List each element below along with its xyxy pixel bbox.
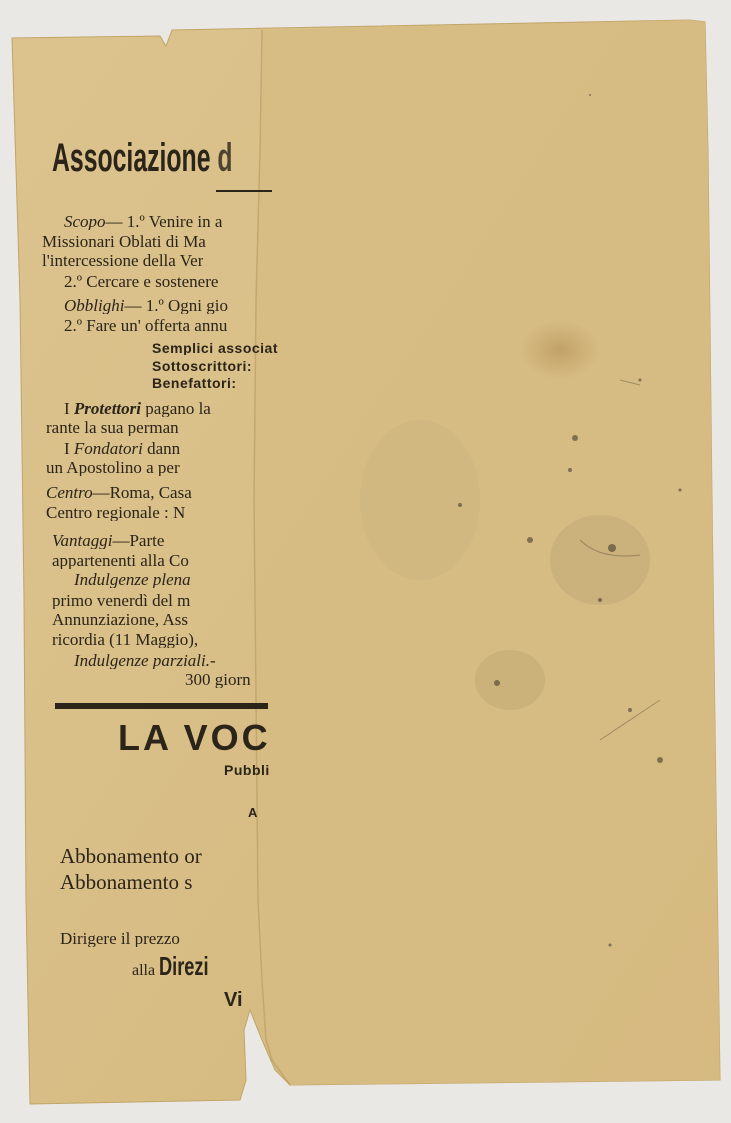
- obblighi-text-1: — 1.º Ogni gio: [124, 297, 228, 314]
- voce-title: LA VOC: [118, 720, 271, 756]
- vantaggi-line-3: primo venerdì del m: [52, 592, 191, 609]
- obblighi-line-2: 2.º Fare un' offerta annu: [64, 317, 228, 334]
- protettori-pre: I: [64, 400, 70, 417]
- association-title-fragment: d: [217, 138, 233, 178]
- category-sottoscrittori: Sottoscrittori:: [152, 359, 253, 373]
- fondatori-pre: I: [64, 440, 70, 457]
- fondatori-label: Fondatori: [73, 440, 143, 457]
- vantaggi-text-1: —Parte: [112, 532, 165, 549]
- scopo-line-4: 2.º Cercare e sostenere: [64, 273, 219, 290]
- scopo-line-1: [64, 213, 222, 230]
- obblighi-label: Obblighi: [64, 297, 125, 314]
- dirigere-direzione: Direzi: [159, 953, 209, 979]
- vantaggi-line-6: 300 giorn: [185, 671, 251, 688]
- category-semplici: Semplici associat: [152, 341, 279, 355]
- dirigere-line-2: [132, 953, 230, 979]
- centro-label: Centro: [46, 484, 93, 501]
- scopo-label: Scopo: [64, 213, 106, 230]
- abbonamento-line-2: Abbonamento s: [60, 872, 193, 893]
- vantaggi-label: Vantaggi: [52, 532, 113, 549]
- dirigere-alla: alla: [132, 962, 156, 979]
- centro-text-1: —Roma, Casa: [92, 484, 192, 501]
- protettori-line-1: [64, 400, 211, 417]
- vantaggi-line-2: appartenenti alla Co: [52, 552, 189, 569]
- voce-a-fragment: A: [248, 806, 258, 819]
- fondatori-line-1: [64, 440, 180, 457]
- vantaggi-line-4: Annunziazione, Ass: [52, 611, 188, 628]
- association-title: [52, 138, 233, 178]
- fondatori-line-2: un Apostolino a per: [46, 459, 180, 476]
- abbonamento-line-1: Abbonamento or: [60, 846, 202, 867]
- protettori-line-2: rante la sua perman: [46, 419, 179, 436]
- dirigere-via: Vi: [224, 990, 243, 1010]
- centro-line-2: Centro regionale : N: [46, 504, 186, 521]
- scopo-line-3: l'intercessione della Ver: [42, 252, 204, 269]
- protettori-label: Protettori: [73, 400, 141, 417]
- association-title-text: Associazione: [52, 138, 211, 178]
- indulgenze-plenarie: Indulgenze plena: [74, 571, 191, 588]
- indulgenze-parziali: Indulgenze parziali.-: [74, 652, 216, 669]
- voce-pubbli: Pubbli: [224, 763, 270, 777]
- fondatori-text-1: dann: [147, 440, 181, 457]
- obblighi-line-1: [64, 297, 228, 314]
- vantaggi-line-1: [52, 532, 164, 549]
- dirigere-line-1: Dirigere il prezzo: [60, 930, 180, 947]
- scopo-line-2: Missionari Oblati di Ma: [42, 233, 206, 250]
- category-benefattori: Benefattori:: [152, 376, 237, 390]
- vantaggi-line-5: ricordia (11 Maggio),: [52, 631, 199, 648]
- scopo-text-1: — 1.º Venire in a: [105, 213, 223, 230]
- protettori-text-1: pagano la: [145, 400, 211, 417]
- centro-line-1: [46, 484, 192, 501]
